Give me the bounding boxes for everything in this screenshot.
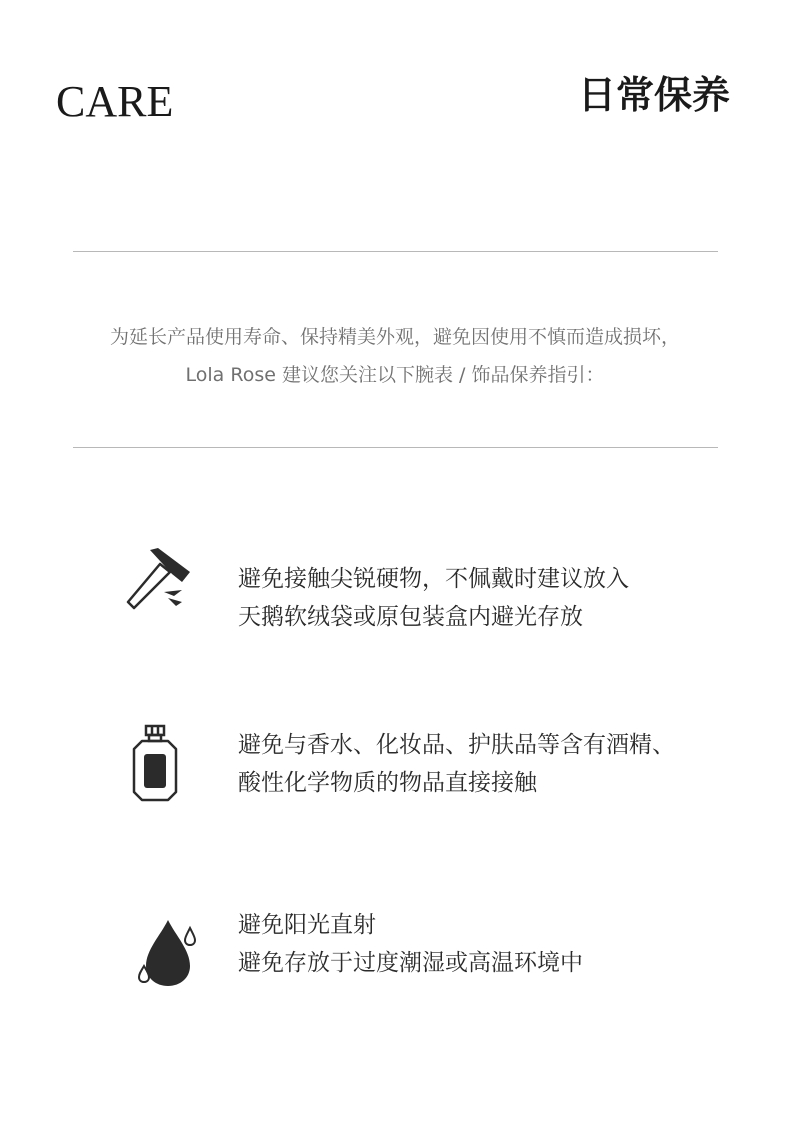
item-3-line-1: 避免阳光直射 (238, 912, 376, 938)
intro-line-1: 为延长产品使用寿命、保持精美外观，避免因使用不慎而造成损坏， (109, 326, 680, 348)
divider-bottom (73, 447, 718, 448)
perfume-bottle-icon (120, 722, 200, 802)
water-drops-icon (120, 912, 200, 992)
item-2-line-2: 酸性化学物质的物品直接接触 (238, 770, 537, 796)
daily-care-title: 日常保养 (577, 72, 730, 117)
item-2-line-1: 避免与香水、化妆品、护肤品等含有酒精、 (238, 732, 675, 758)
item-1-line-2: 天鹅软绒袋或原包装盒内避光存放 (238, 604, 583, 630)
intro-line-2: Lola Rose 建议您关注以下腕表 / 饰品保养指引： (185, 364, 605, 386)
hammer-icon (120, 544, 200, 624)
item-1-line-1: 避免接触尖锐硬物，不佩戴时建议放入 (238, 566, 629, 592)
care-title: CARE (56, 77, 174, 126)
divider-top (73, 251, 718, 252)
item-3-line-2: 避免存放于过度潮湿或高温环境中 (238, 950, 583, 976)
